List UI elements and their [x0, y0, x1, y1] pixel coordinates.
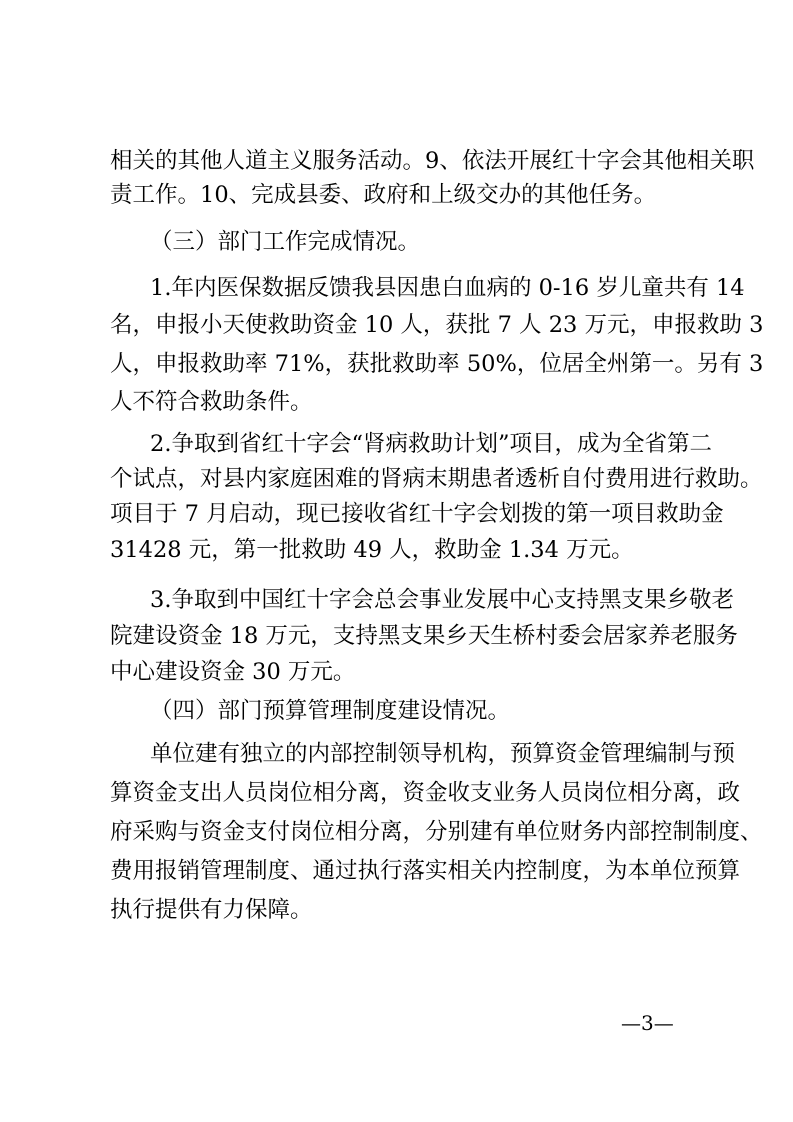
- text-line-2: 责工作。10、完成县委、政府和上级交办的其他任务。: [110, 182, 657, 208]
- text-line-10: 项目于 7 月启动，现已接收省红十字会划拨的第一项目救助金: [110, 501, 724, 527]
- text-line-18: 府采购与资金支付岗位相分离，分别建有单位财务内部控制制度、: [110, 819, 763, 845]
- text-line-16: 单位建有独立的内部控制领导机构，预算资金管理编制与预: [150, 741, 736, 767]
- text-line-11: 31428 元，第一批救助 49 人，救助金 1.34 万元。: [110, 537, 634, 563]
- text-line-1: 相关的其他人道主义服务活动。9、依法开展红十字会其他相关职: [110, 148, 755, 174]
- text-line-9: 个试点，对县内家庭困难的肾病末期患者透析自付费用进行救助。: [110, 466, 763, 492]
- text-line-20: 执行提供有力保障。: [110, 897, 313, 923]
- text-line-13: 院建设资金 18 万元，支持黑支果乡天生桥村委会居家养老服务: [110, 623, 738, 649]
- text-line-5: 名，申报小天使救助资金 10 人，获批 7 人 23 万元，申报救助 3: [110, 312, 764, 338]
- text-line-4: 1.年内医保数据反馈我县因患白血病的 0-16 岁儿童共有 14: [150, 275, 745, 301]
- text-line-19: 费用报销管理制度、通过执行落实相关内控制度，为本单位预算: [110, 858, 741, 884]
- text-line-17: 算资金支出人员岗位相分离，资金收支业务人员岗位相分离，政: [110, 780, 741, 806]
- text-line-7: 人不符合救助条件。: [110, 389, 313, 415]
- text-line-12: 3.争取到中国红十字会总会事业发展中心支持黑支果乡敬老: [150, 587, 734, 613]
- text-line-8: 2.争取到省红十字会“肾病救助计划”项目，成为全省第二: [150, 431, 712, 457]
- page-number: —3—: [621, 1011, 674, 1035]
- section-heading-3: （三）部门工作完成情况。: [150, 229, 421, 255]
- text-line-14: 中心建设资金 30 万元。: [110, 659, 356, 685]
- section-heading-4: （四）部门预算管理制度建设情况。: [150, 698, 511, 724]
- text-line-6: 人，申报救助率 71%，获批救助率 50%，位居全州第一。另有 3: [110, 351, 764, 377]
